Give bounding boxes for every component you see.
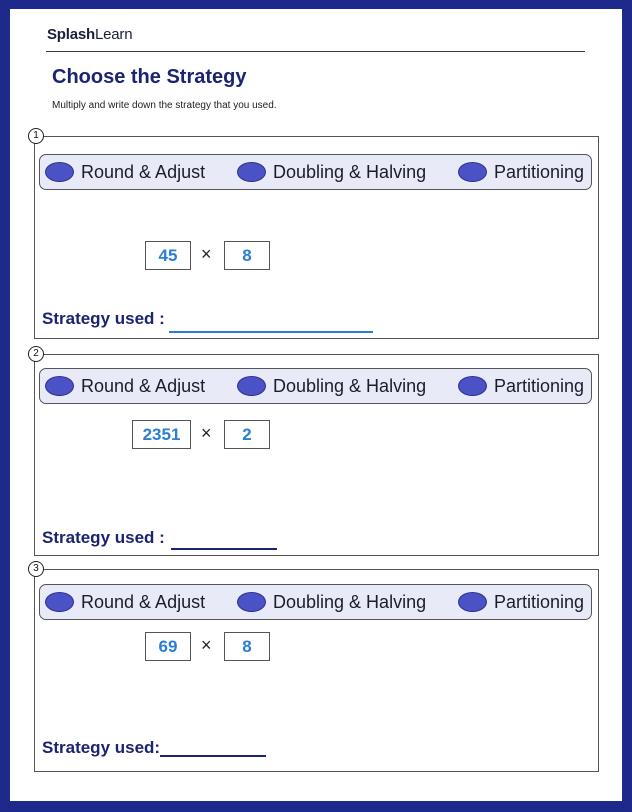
question-number: 1 xyxy=(28,128,44,144)
option-doubling-halving[interactable] xyxy=(237,155,426,189)
question-card xyxy=(33,130,599,339)
strategy-options xyxy=(39,154,592,190)
option-round-adjust[interactable] xyxy=(45,369,205,403)
brand-name-light: Learn xyxy=(94,26,133,43)
operand-a-box: 69 xyxy=(145,632,191,661)
option-label: Round & Adjust xyxy=(81,375,206,396)
option-bubble-icon[interactable] xyxy=(458,376,487,396)
strategy-options xyxy=(39,368,592,404)
question-number: 2 xyxy=(28,346,44,362)
option-bubble-icon[interactable] xyxy=(45,376,74,396)
strategy-label: Strategy used: xyxy=(42,738,161,757)
strategy-answer-line[interactable] xyxy=(169,331,373,333)
page-title: Choose the Strategy xyxy=(52,66,247,88)
option-doubling-halving[interactable] xyxy=(237,585,426,619)
strategy-answer-line[interactable] xyxy=(160,755,266,757)
option-label: Doubling & Halving xyxy=(273,375,427,396)
option-label: Round & Adjust xyxy=(81,161,206,182)
option-bubble-icon[interactable] xyxy=(458,592,487,612)
operand-a-box: 45 xyxy=(145,241,191,270)
operand-a-box: 2351 xyxy=(132,420,191,449)
option-round-adjust[interactable] xyxy=(45,585,205,619)
option-label: Doubling & Halving xyxy=(273,161,427,182)
brand-logo xyxy=(47,26,132,43)
multiply-sign: × xyxy=(201,635,212,655)
option-label: Partitioning xyxy=(494,161,585,182)
option-label: Doubling & Halving xyxy=(273,591,427,612)
multiply-sign: × xyxy=(201,244,212,264)
option-bubble-icon[interactable] xyxy=(237,592,266,612)
operand-b-box: 8 xyxy=(224,632,270,661)
option-label: Partitioning xyxy=(494,375,585,396)
option-label: Round & Adjust xyxy=(81,591,206,612)
option-round-adjust[interactable] xyxy=(45,155,205,189)
option-bubble-icon[interactable] xyxy=(237,376,266,396)
option-bubble-icon[interactable] xyxy=(45,162,74,182)
strategy-options xyxy=(39,584,592,620)
header-divider xyxy=(46,51,585,52)
option-partitioning[interactable] xyxy=(458,155,584,189)
strategy-answer-line[interactable] xyxy=(171,548,277,550)
option-bubble-icon[interactable] xyxy=(45,592,74,612)
brand-name-bold: Splash xyxy=(47,26,95,43)
option-partitioning[interactable] xyxy=(458,585,584,619)
option-bubble-icon[interactable] xyxy=(458,162,487,182)
strategy-label: Strategy used : xyxy=(42,528,165,547)
worksheet-page xyxy=(10,9,622,801)
question-number: 3 xyxy=(28,561,44,577)
page-instructions: Multiply and write down the strategy that you used. xyxy=(52,100,277,111)
option-doubling-halving[interactable] xyxy=(237,369,426,403)
question-card xyxy=(33,563,599,772)
question-card xyxy=(33,348,599,556)
strategy-label: Strategy used : xyxy=(42,309,165,328)
option-bubble-icon[interactable] xyxy=(237,162,266,182)
operand-b-box: 8 xyxy=(224,241,270,270)
option-label: Partitioning xyxy=(494,591,585,612)
operand-b-box: 2 xyxy=(224,420,270,449)
multiply-sign: × xyxy=(201,423,212,443)
option-partitioning[interactable] xyxy=(458,369,584,403)
